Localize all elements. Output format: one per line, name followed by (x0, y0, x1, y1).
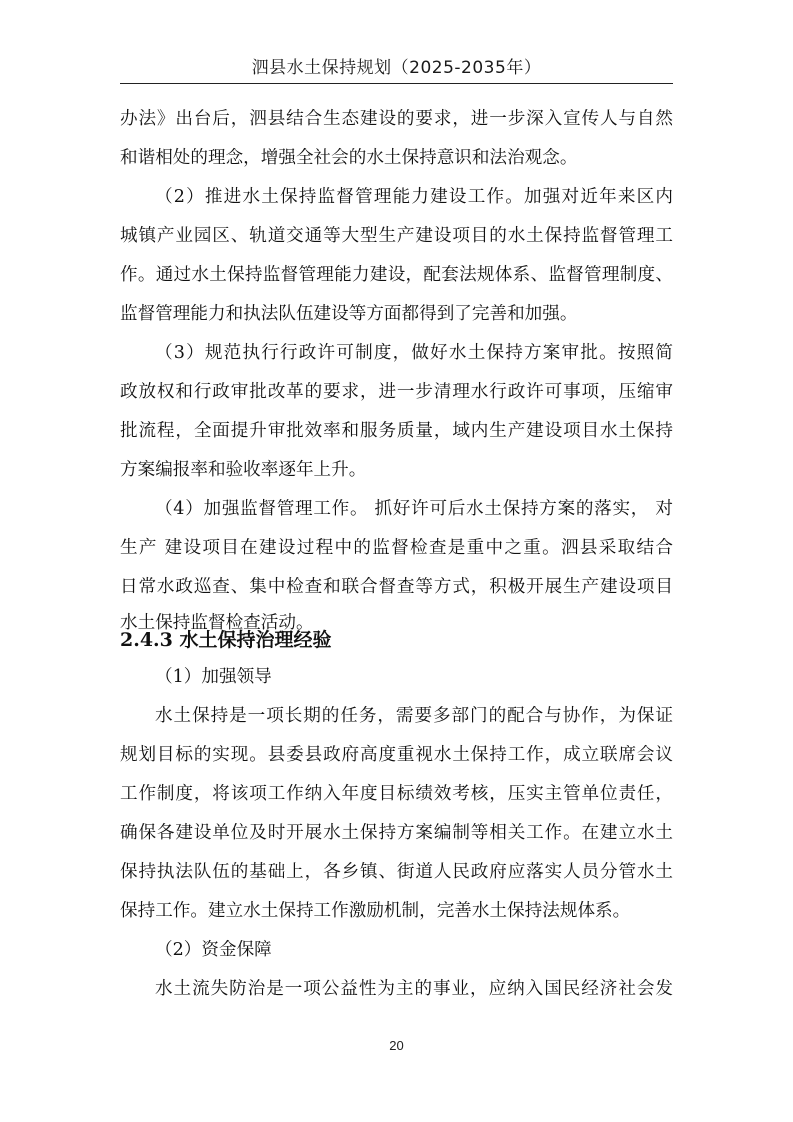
body-line: 作。通过水土保持监督管理能力建设，配套法规体系、监督管理制度、 (120, 265, 673, 285)
body-line: 水土保持监督检查活动。 (120, 613, 314, 633)
body-line: 生产 建设项目在建设过程中的监督检查是重中之重。泗县采取结合 (120, 538, 673, 558)
body-line: 确保各建设单位及时开展水土保持方案编制等相关工作。在建立水土 (120, 823, 673, 843)
paragraph-first-line: 水土保持是一项长期的任务，需要多部门的配合与协作，为保证 (155, 706, 673, 726)
subheading: （2）资金保障 (155, 940, 272, 960)
body-line: 保持执法队伍的基础上，各乡镇、街道人民政府应落实人员分管水土 (120, 862, 673, 882)
body-line: 规划目标的实现。县委县政府高度重视水土保持工作，成立联席会议 (120, 745, 673, 765)
section-heading: 2.4.3 水土保持治理经验 (120, 629, 332, 651)
paragraph-first-line: （2）推进水土保持监督管理能力建设工作。加强对近年来区内 (155, 187, 673, 207)
body-line: 保持工作。建立水土保持工作激励机制，完善水土保持法规体系。 (120, 901, 631, 921)
header-divider (120, 83, 673, 84)
paragraph-first-line: 水土流失防治是一项公益性为主的事业，应纳入国民经济社会发 (155, 979, 673, 999)
body-line: 工作制度，将该项工作纳入年度目标绩效考核，压实主管单位责任， (120, 784, 673, 804)
body-line: 政放权和行政审批改革的要求，进一步清理水行政许可事项，压缩审 (120, 382, 673, 402)
body-line: 办法》出台后，泗县结合生态建设的要求，进一步深入宣传人与自然 (120, 109, 673, 129)
body-line: 方案编报率和验收率逐年上升。 (120, 460, 367, 480)
body-line: 城镇产业园区、轨道交通等大型生产建设项目的水土保持监督管理工 (120, 226, 673, 246)
body-line: 批流程，全面提升审批效率和服务质量，域内生产建设项目水土保持 (120, 421, 673, 441)
running-header-title: 泗县水土保持规划（2025-2035年） (251, 58, 542, 78)
body-line: 日常水政巡查、集中检查和联合督查等方式，积极开展生产建设项目 (120, 577, 673, 597)
subheading: （1）加强领导 (155, 667, 272, 687)
paragraph-first-line: （3）规范执行行政许可制度，做好水土保持方案审批。按照简 (155, 343, 673, 363)
body-line: 监督管理能力和执法队伍建设等方面都得到了完善和加强。 (120, 304, 578, 324)
page-number: 20 (389, 1038, 404, 1053)
paragraph-first-line: （4）加强监督管理工作。 抓好许可后水土保持方案的落实， 对 (155, 499, 673, 519)
body-line: 和谐相处的理念，增强全社会的水土保持意识和法治观念。 (120, 148, 578, 168)
